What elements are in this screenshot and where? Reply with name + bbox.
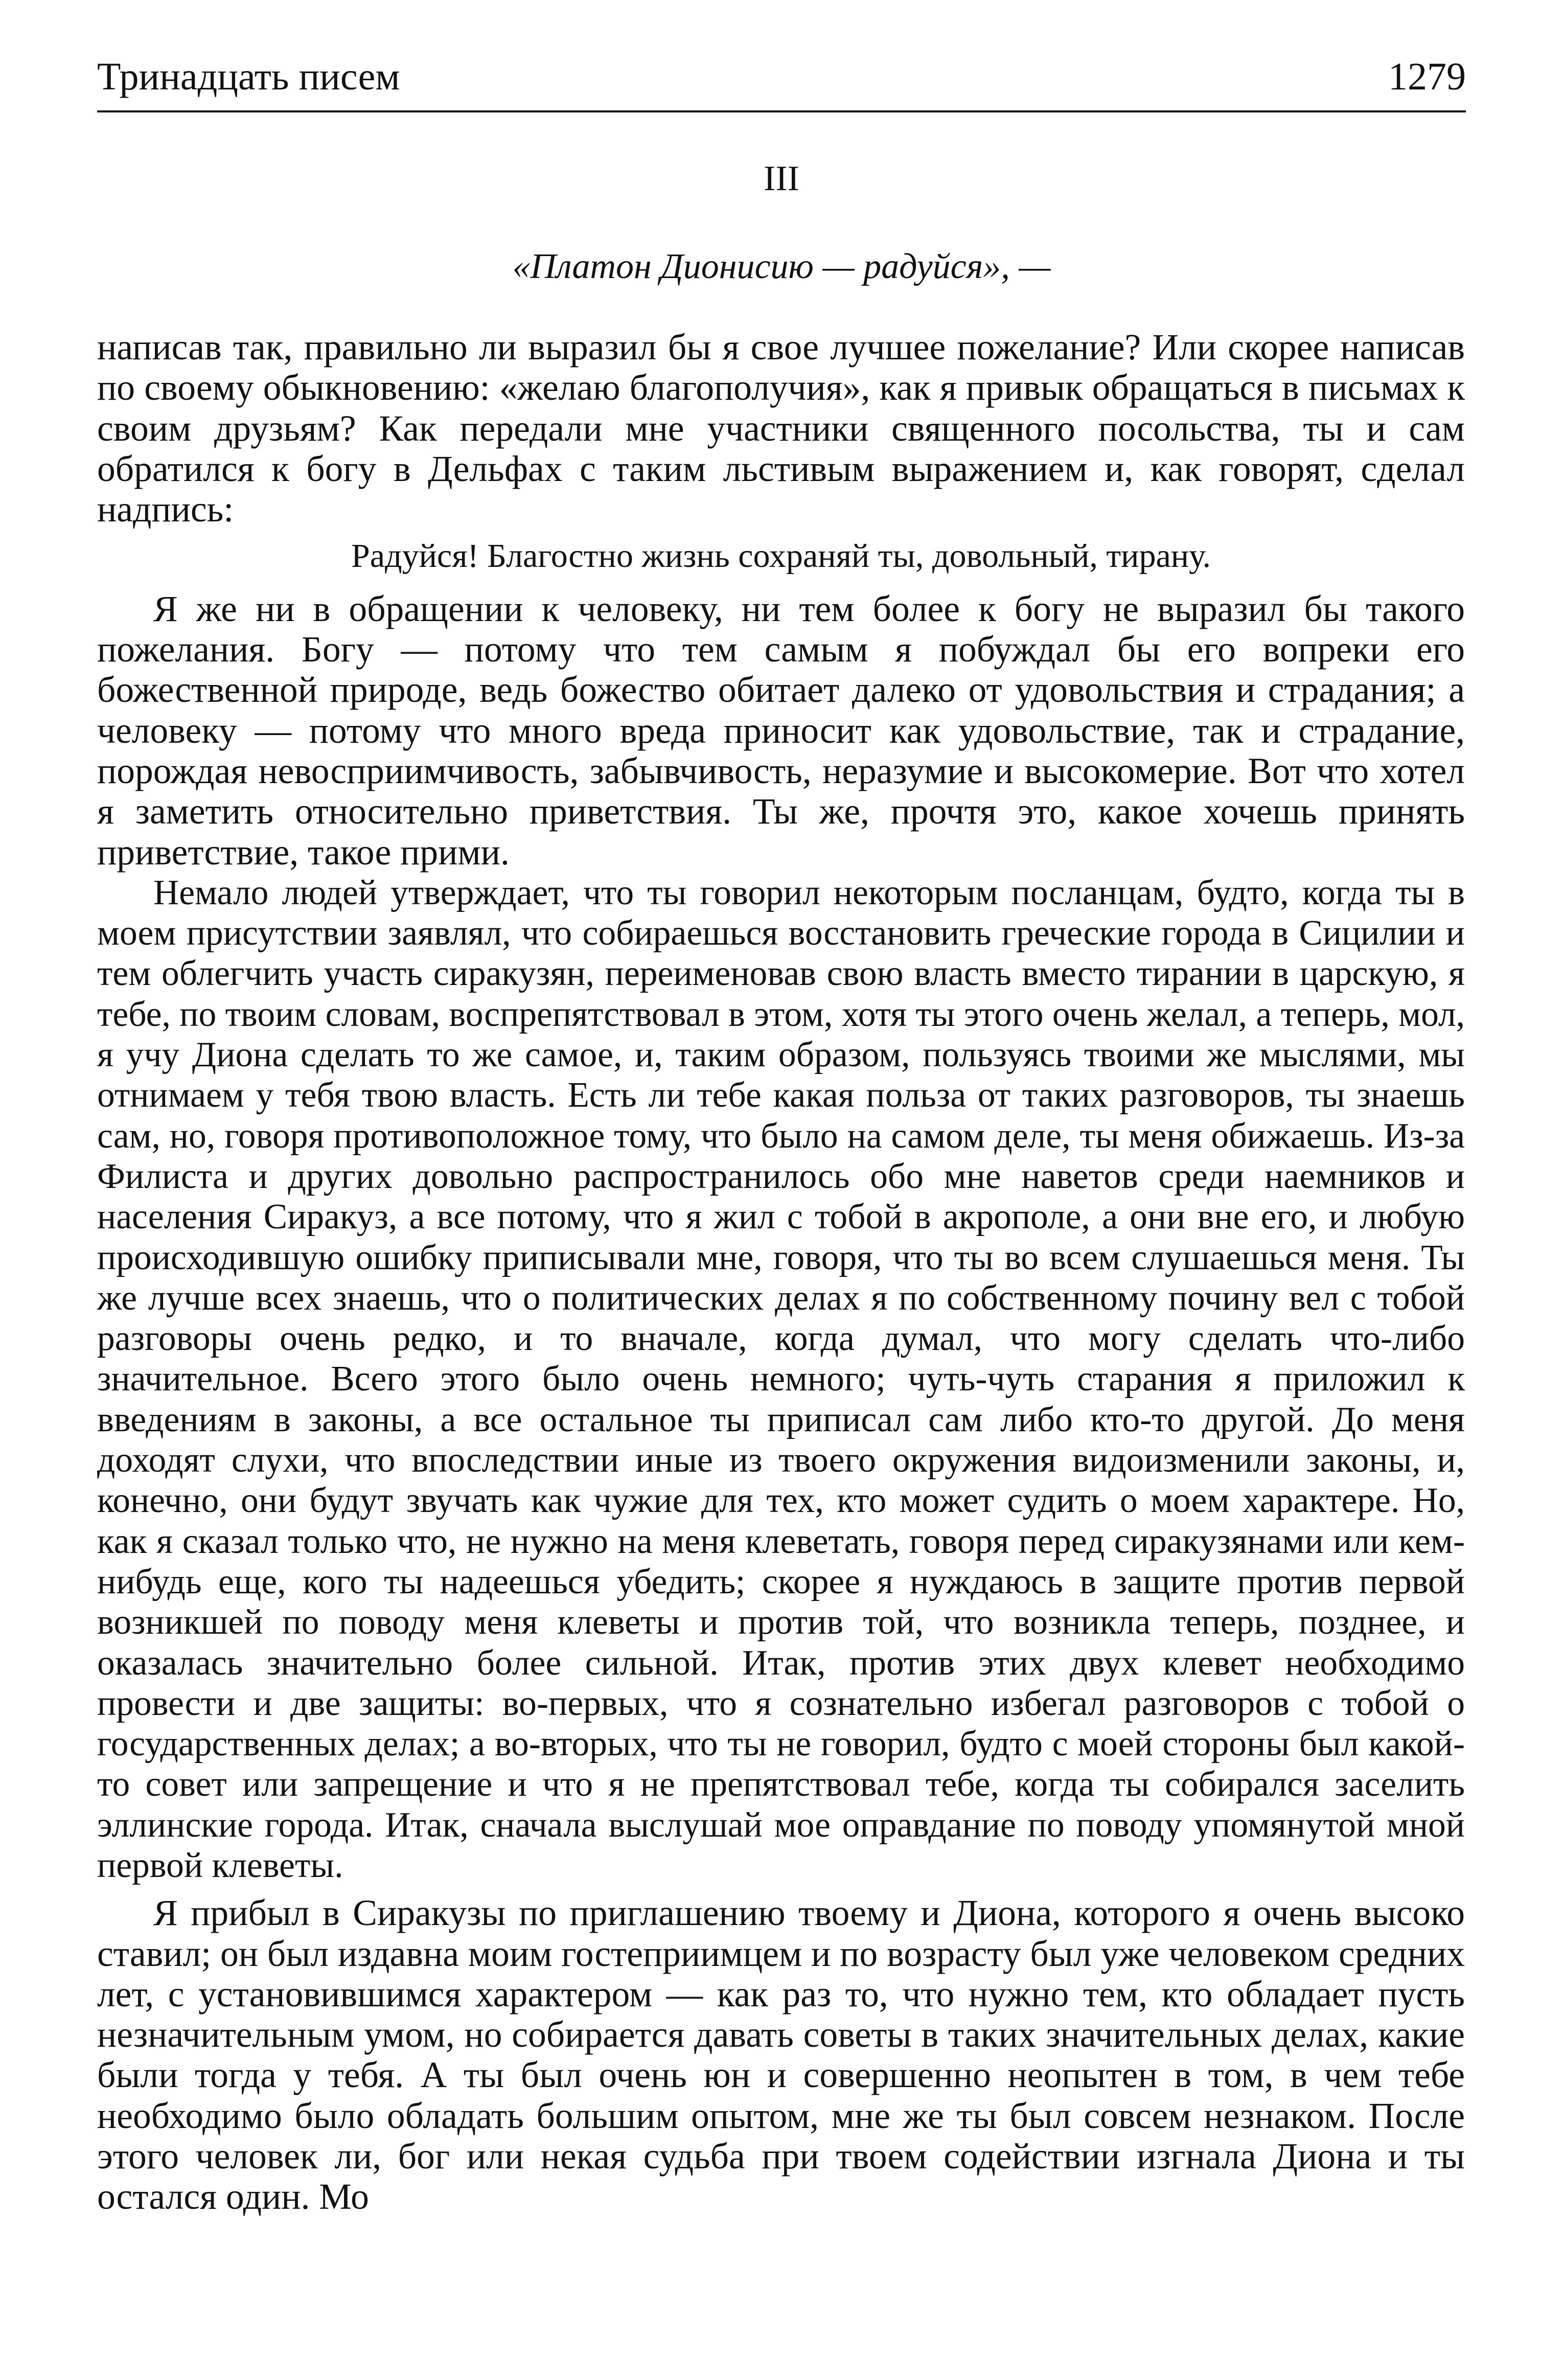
paragraph: Я же ни в обращении к человеку, ни тем более к богу не выразил бы такого пожелания. Богу — потому что тем самым я побуждал бы его вопреки его божественной природе, ведь божество обитает далеко от удовольствия и страдания; а человеку — потому что много вреда приносит как удовольствие, так и страдание, порождая невосприимчивость, забывчивость, неразумие и высокомерие. Вот что хотел я заметить относительно приветствия. Ты же, прочтя это, какое хочешь принять приветствие, такое прими.	[97, 588, 1465, 873]
running-head-title: Тринадцать писем	[97, 55, 400, 98]
running-head	[97, 57, 1466, 96]
paragraph: написав так, правильно ли выразил бы я свое лучшее пожелание? Или скорее написав по своему обыкновению: «желаю благополучия», как я привык обращаться в письмах к своим друзьям? Как передали мне участники священного посольства, ты и сам обратился к богу в Дельфах с таким льстивым выражением и, как говорят, сделал надпись:	[97, 327, 1465, 530]
verse-quote: Радуйся! Благостно жизнь сохраняй ты, довольный, тирану.	[351, 537, 1211, 575]
paragraph: Немало людей утверждает, что ты говорил некоторым посланцам, будто, когда ты в моем присутствии заявлял, что собираешься восстановить греческие города в Сицилии и тем облегчить участь сиракузян, переименовав свою власть вместо тирании в царскую, я тебе, по твоим словам, воспрепятствовал в этом, хотя ты этого очень желал, а теперь, мол, я учу Диона сделать то же самое, и, таким образом, пользуясь твоими же мыслями, мы отнимаем у тебя твою власть. Есть ли тебе какая польза от таких разговоров, ты знаешь сам, но, говоря противоположное тому, что было на самом деле, ты меня обижаешь. Из-за Филиста и других довольно распространилось обо мне наветов среди наемников и населения Сиракуз, а все потому, что я жил с тобой в акрополе, а они вне его, и любую происходившую ошибку приписывали мне, говоря, что ты во всем слушаешься меня. Ты же лучше всех знаешь, что о политических делах я по собственному почину вел с тобой разговоры очень редко, и то вначале, когда думал, что могу сделать что-либо значительное. Всего этого было очень немного; чуть-чуть старания я приложил к введениям в законы, а все остальное ты приписал сам либо кто-то другой. До меня доходят слухи, что впоследствии иные из твоего окружения видоизменили законы, и, конечно, они будут звучать как чужие для тех, кто может судить о моем характере. Но, как я сказал только что, не нужно на меня клеветать, говоря перед сиракузянами или кем-нибудь еще, кого ты надеешься убедить; скорее я нуждаюсь в защите против первой возникшей по поводу меня клеветы и против той, что возникла теперь, позднее, и оказалась значительно более сильной. Итак, против этих двух клевет необходимо провести и две защиты: во-первых, что я сознательно избегал разговоров с тобой о государственных делах; а во-вторых, что ты не говорил, будто с моей стороны был какой-то совет или запрещение и что я не препятствовал тебе, когда ты собирался заселить эллинские города. Итак, сначала выслушай мое оправдание по поводу упомянутой мной первой клеветы.	[97, 873, 1465, 1885]
body-text	[97, 327, 1465, 2217]
salutation: «Платон Дионисию — радуйся», —	[512, 247, 1051, 286]
paragraph: Я прибыл в Сиракузы по приглашению твоему и Диона, которого я очень высоко ставил; он был издавна моим гостеприимцем и по возрасту был уже человеком средних лет, с установившимся характером — как раз то, что нужно тем, кто обладает пусть незначительным умом, но собирается давать советы в таких значительных делах, какие были тогда у тебя. А ты был очень юн и совершенно неопытен в том, в чем тебе необходимо было обладать большим опытом, мне же ты был совсем незнаком. После этого человек ли, бог или некая судьба при твоем содействии изгнала Диона и ты остался один. Мо	[97, 1893, 1465, 2217]
page-number: 1279	[1388, 55, 1466, 98]
section-number: III	[764, 159, 799, 198]
header-rule	[97, 110, 1466, 112]
